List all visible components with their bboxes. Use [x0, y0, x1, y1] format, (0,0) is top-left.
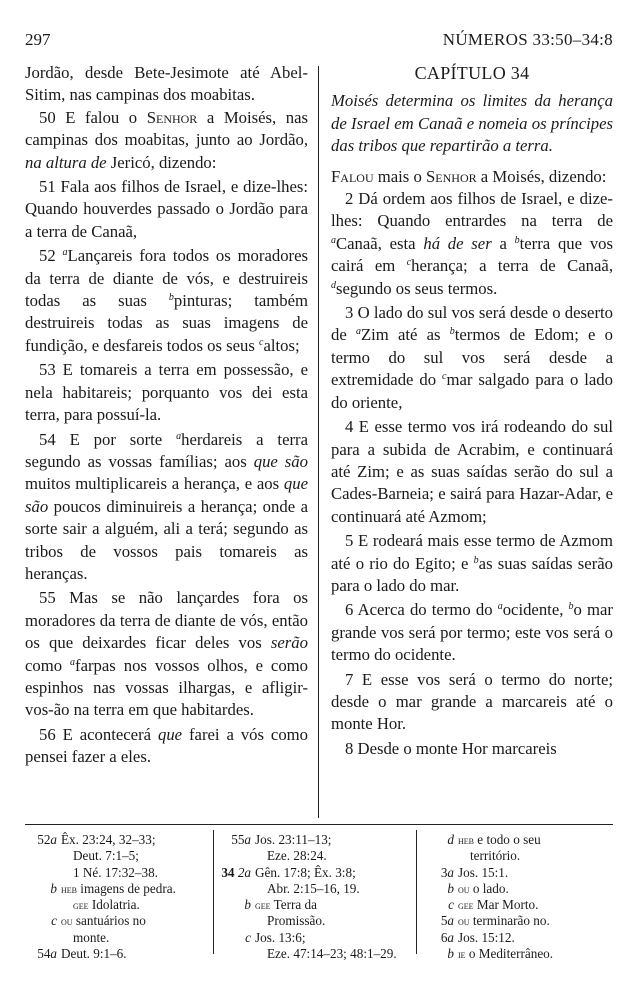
footnote-key	[422, 913, 454, 929]
footnote-letter: b	[50, 880, 57, 896]
verse-53: 53 E tomareis a terra em possessão, e nela habitareis; porquanto vos dei esta terra, para possuí-la.	[25, 360, 308, 425]
verse-text: 54 E por sorte	[39, 429, 177, 449]
footnote-text: Jos. 15:12.	[458, 929, 515, 945]
abbrev-smallcaps: heb	[458, 833, 474, 847]
verse-number: 6	[440, 929, 448, 945]
footnote-text: Terra da	[270, 897, 317, 913]
footnote-letter: c	[448, 897, 454, 913]
footnote-letter: a	[447, 913, 454, 929]
footnote-marker[interactable]: a	[331, 234, 336, 246]
footnote-entry	[422, 897, 622, 913]
verse-text: termos de Edom; e o termo do sul vos será desde a extremidade do	[331, 325, 613, 390]
abbrev-smallcaps: ou	[61, 914, 73, 929]
footnote-entry	[422, 930, 622, 946]
footnote-entry	[219, 897, 419, 913]
verse-continuation: Jordão, desde Bete-Jesimote até Abel-Sitim, nas campinas dos moabitas.	[25, 63, 308, 105]
footnote-key	[25, 881, 57, 897]
footnote-key	[25, 832, 57, 848]
italic-text: que são	[253, 451, 308, 471]
footnote-entry	[422, 946, 622, 962]
footnote-key	[422, 930, 454, 946]
verse-text: 2 Dá ordem aos filhos de Israel, e dize-lhes: Quando entrardes na terra de	[331, 189, 613, 231]
verse-text: 52	[39, 246, 63, 266]
verse-2	[331, 188, 613, 300]
footnote-key	[219, 832, 251, 848]
footnote-key	[422, 865, 454, 881]
italic-text: que	[157, 724, 183, 744]
footnote-text: o Mediterrâneo.	[465, 946, 554, 962]
footnote-entry	[25, 848, 225, 864]
footnote-entry	[25, 946, 225, 962]
footnote-text: território.	[470, 848, 521, 864]
verse-text: muitos multiplicareis a herança, e aos	[25, 474, 284, 494]
abbrev-smallcaps: ie	[458, 947, 466, 962]
verse-51: 51 Fala aos filhos de Israel, e dize-lhes: Quando houverdes passado o Jordão para a terra de Canaã,	[25, 177, 308, 241]
footnote-key	[422, 946, 454, 962]
footnote-key	[422, 897, 454, 913]
verse-text: ocidente,	[502, 600, 569, 620]
footnote-key	[422, 832, 454, 848]
footnote-marker[interactable]: a	[62, 247, 68, 259]
italic-text: que são	[25, 474, 308, 516]
verse-text: as suas saídas serão para o lado do mar.	[331, 553, 613, 595]
verse-8: 8 Desde o monte Hor marcareis	[345, 738, 557, 758]
verse-text: Zim até as	[360, 325, 450, 345]
footnote-entry	[25, 913, 225, 929]
footnote-entry	[422, 865, 622, 881]
footnote-key	[25, 946, 57, 962]
chapter-summary: Moisés determina os limites da herança de Israel em Canaã e nomeia os príncipes das tribos que repartirão a terra.	[331, 91, 613, 156]
verse-text: farpas nos vossos olhos, e como espinhos nas vossas ilhargas, e afligir-vos-ão na terra em que habitardes.	[25, 655, 308, 720]
verse-text: Canaã, esta	[336, 233, 424, 253]
footnote-entry	[422, 848, 622, 864]
footnote-marker[interactable]: c	[259, 336, 264, 348]
footnote-entry	[422, 832, 622, 848]
page-header	[25, 30, 613, 56]
chapter-title: CAPÍTULO 34	[414, 63, 530, 83]
verse-4: 4 E esse termo vos irá rodeando do sul para a subida de Acrabim, e continuará até Zim; e as suas saídas serão do sul a Cades-Barneia; e sairá para Hazar-Adar, e continuará até Azmom;	[331, 417, 613, 526]
abbrev-smallcaps: gee	[458, 898, 474, 913]
footnote-text: o lado.	[469, 880, 509, 896]
verse-text: farei a vós como pensei fazer a eles.	[25, 724, 308, 767]
verse-text: a Moisés, dizendo:	[476, 166, 607, 186]
verse-text: a	[491, 233, 515, 253]
footnote-entry	[219, 881, 419, 897]
verse-text: terra que vos cairá em	[331, 233, 613, 276]
footnote-text: Deut. 9:1–6.	[61, 946, 127, 962]
footnote-letter: 2a	[237, 864, 251, 880]
footnote-text: Promissão.	[267, 913, 326, 929]
footnote-key	[219, 930, 251, 946]
verse-text: poucos diminuireis a herança; onde a sorte sair a alguém, ali a terá; segundo as tribos de vossos pais tomareis as heranças.	[25, 496, 308, 583]
footnote-entry	[25, 832, 225, 848]
footnote-key	[219, 897, 251, 913]
footnote-separator	[25, 824, 613, 825]
verse-56	[25, 724, 308, 769]
verse-text: como	[25, 655, 71, 675]
verse-number: 54	[37, 946, 51, 962]
verse-52	[25, 245, 308, 357]
verse-number: 55	[231, 832, 245, 847]
footnote-marker[interactable]: b	[449, 326, 455, 338]
first-word-smallcaps: Falou	[331, 166, 374, 186]
footnote-text: 1 Né. 17:32–38.	[73, 864, 158, 880]
footnote-text: santuários no	[72, 913, 146, 929]
footnote-text: Deut. 7:1–5;	[73, 848, 139, 864]
verse-text: herança; a terra de Canaã,	[411, 256, 613, 276]
footnote-entry	[422, 913, 622, 929]
italic-text: há de ser	[423, 233, 492, 253]
verse-text: a Moisés, nas campinas dos moabitas, junto ao Jordão,	[25, 107, 308, 150]
verse-text: mar salgado para o lado do oriente,	[331, 370, 613, 412]
right-column	[331, 62, 613, 760]
footnote-text: Eze. 28:24.	[267, 848, 327, 864]
footnote-entry	[25, 930, 225, 946]
footnote-marker[interactable]: b	[568, 601, 574, 613]
footnotes-column-3	[422, 832, 622, 962]
verse-text: 56 E acontecerá	[39, 724, 158, 744]
footnotes-column-1	[25, 832, 225, 962]
footnote-marker[interactable]: b	[514, 234, 520, 246]
footnote-marker[interactable]: c	[406, 257, 412, 269]
verse-7: 7 E esse vos será o termo do norte; desde o mar grande a marcareis até o monte Hor.	[331, 669, 613, 734]
footnote-entry	[422, 881, 622, 897]
footnote-entry	[25, 897, 225, 913]
footnote-marker[interactable]: c	[442, 371, 447, 383]
footnote-text: monte.	[73, 929, 110, 945]
footnote-entry	[219, 930, 419, 946]
verse-5	[331, 530, 613, 597]
verse-text: 5 E rodeará mais esse termo de Azmom até o rio do Egito; e	[331, 531, 613, 573]
footnote-entry	[25, 881, 225, 897]
footnote-text: Eze. 47:14–23; 48:1–29.	[267, 946, 397, 962]
footnote-text: Mar Morto.	[473, 897, 539, 913]
verse-55	[25, 587, 308, 721]
footnote-text: Idolatria.	[88, 897, 140, 913]
lord-smallcaps: Senhor	[146, 107, 198, 127]
footnote-letter: a	[244, 832, 251, 847]
footnote-text: Abr. 2:15–16, 19.	[267, 880, 360, 896]
footnote-letter: b	[447, 946, 454, 962]
footnote-letter: a	[447, 864, 454, 880]
abbrev-smallcaps: ou	[458, 914, 470, 929]
footnote-text: Êx. 23:24, 32–33;	[61, 832, 156, 847]
verse-text: 50 E falou o	[39, 107, 147, 127]
italic-text: na altura de	[25, 152, 107, 172]
footnote-text: Gên. 17:8; Êx. 3:8;	[255, 864, 356, 880]
footnotes-column-2	[219, 832, 419, 962]
verse-text: 6 Acerca do termo do	[345, 600, 498, 620]
footnote-entry	[219, 913, 419, 929]
chapter-number: 34	[221, 864, 238, 880]
footnote-marker[interactable]: a	[497, 601, 503, 613]
left-column	[25, 62, 308, 769]
footnote-letter: b	[244, 897, 251, 913]
footnote-letter: a	[447, 929, 454, 945]
verse-6	[331, 599, 613, 666]
footnote-letter: a	[50, 946, 57, 962]
abbrev-smallcaps: gee	[255, 898, 271, 913]
verse-text: altos;	[263, 335, 300, 355]
footnote-text: e todo o seu	[474, 832, 541, 847]
footnote-marker[interactable]: a	[355, 326, 361, 338]
footnote-text: Jos. 23:11–13;	[255, 832, 332, 847]
footnote-text: Jos. 13:6;	[255, 929, 306, 945]
abbrev-smallcaps: gee	[73, 898, 89, 913]
footnote-text: Jos. 15:1.	[458, 864, 509, 880]
verse-text: 3 O lado do sul vos será desde o deserto de	[331, 303, 613, 345]
footnote-key	[219, 865, 251, 881]
footnote-letter: d	[447, 832, 454, 847]
footnote-entry	[219, 848, 419, 864]
footnote-entry	[25, 865, 225, 881]
column-divider	[318, 66, 319, 818]
verse-text: pinturas; também destruireis todas as suas imagens de fundição, e desfareis todos os seus	[25, 291, 308, 355]
footnote-entry	[219, 832, 419, 848]
footnote-marker[interactable]: b	[168, 292, 174, 304]
verse-text: 55 Mas se não lançardes fora os moradores da terra de diante de vós, então os que deixardes ficar deles vos	[25, 588, 308, 653]
footnote-letter: b	[447, 880, 454, 896]
verse-text: herdareis a terra segundo as vossas famílias; aos	[25, 429, 308, 471]
footnote-marker[interactable]: a	[70, 656, 76, 668]
verse-number: 3	[440, 864, 448, 880]
footnote-text: terminarão no.	[469, 913, 550, 929]
verse-text: Lançareis fora todos os moradores da terra de diante de vós, e destruireis todas as suas	[25, 246, 309, 311]
verse-50	[25, 107, 308, 174]
footnote-letter: c	[245, 929, 251, 945]
italic-text: serão	[270, 633, 308, 653]
verse-text: mais o	[373, 166, 426, 186]
footnote-entry	[219, 865, 419, 881]
footnote-key	[422, 881, 454, 897]
running-head: NÚMEROS 33:50–34:8	[442, 30, 613, 49]
verse-text: segundo os seus termos.	[336, 278, 498, 298]
page-number: 297	[25, 30, 51, 49]
verse-text: Jericó, dizendo:	[106, 152, 217, 172]
footnote-letter: c	[51, 913, 57, 929]
abbrev-smallcaps: ou	[458, 881, 470, 896]
verse-text: o mar grande vos será por termo; este vos será o termo do ocidente.	[331, 600, 613, 665]
footnote-text: imagens de pedra.	[77, 880, 176, 896]
footnote-entry	[219, 946, 419, 962]
footnote-letter: a	[50, 832, 57, 847]
verse-3	[331, 302, 613, 414]
verse-54	[25, 429, 308, 586]
footnote-marker[interactable]: d	[331, 279, 336, 291]
footnote-key	[25, 913, 57, 929]
lord-smallcaps: Senhor	[426, 166, 477, 186]
footnote-marker[interactable]: b	[473, 554, 479, 566]
verse-1	[331, 166, 613, 188]
verse-number: 5	[440, 913, 448, 929]
abbrev-smallcaps: heb	[61, 881, 77, 896]
verse-number: 52	[37, 832, 51, 847]
footnote-marker[interactable]: a	[176, 430, 182, 442]
